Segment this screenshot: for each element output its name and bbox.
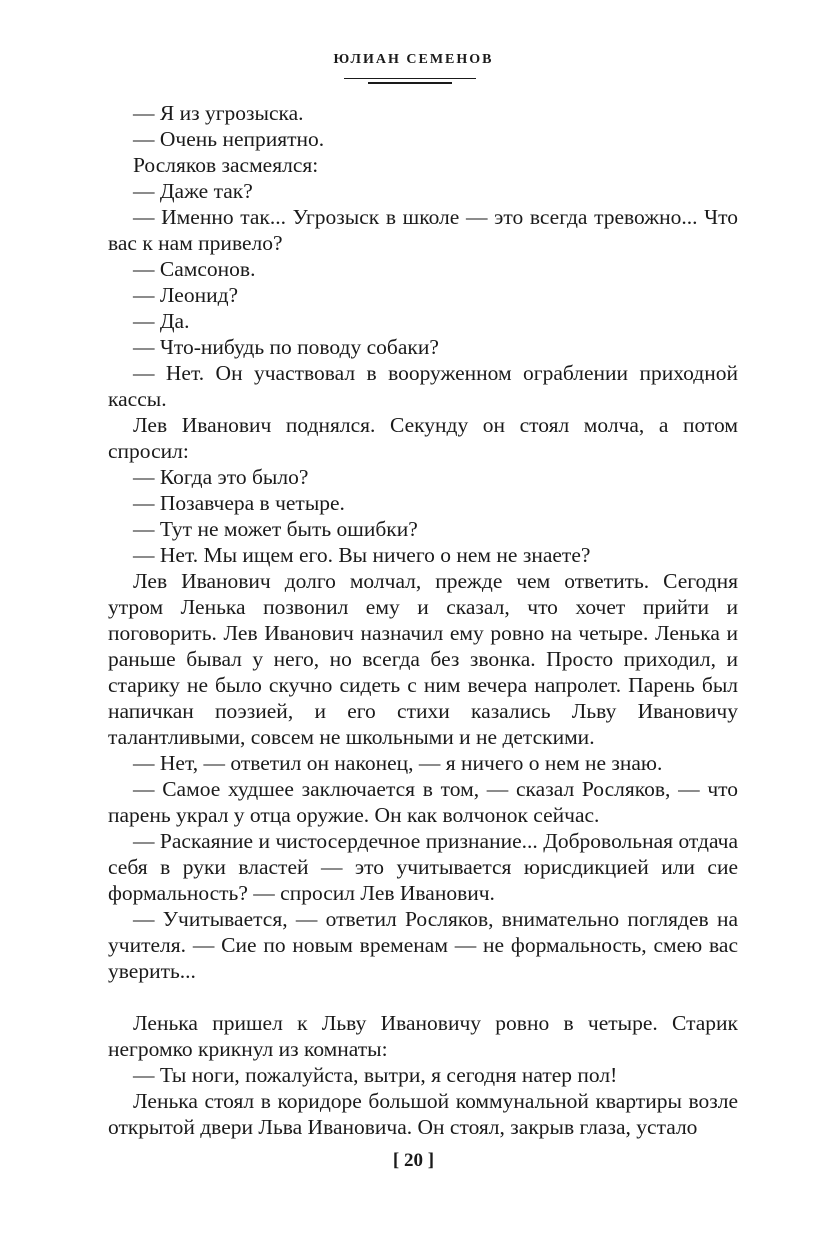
paragraph: Лев Иванович долго молчал, прежде чем ответить. Сегодня утром Ленька позвонил ему и сказал, что хочет прийти и поговорить. Лев Иванович назначил ему ровно на четыре. Ленька и раньше бывал у него, но всегда без звонка. Просто приходил, и старику не было скучно сидеть с ним вечера напролет. Парень был напичкан поэзией, и его стихи казались Льву Ивановичу талантливыми, совсем не школьными и не детскими. bbox=[108, 569, 738, 749]
paragraph: Лев Иванович поднялся. Секунду он стоял молча, а потом спросил: bbox=[108, 413, 738, 463]
paragraph: — Леонид? bbox=[133, 283, 239, 307]
paragraph: — Что-нибудь по поводу собаки? bbox=[133, 335, 439, 359]
paragraph: — Учитывается, — ответил Росляков, внимательно поглядев на учителя. — Сие по новым временам — не формальность, смею вас уверить... bbox=[108, 907, 738, 983]
paragraph: Ленька стоял в коридоре большой коммунальной квартиры возле открытой двери Льва Ивановича. Он стоял, закрыв глаза, устало bbox=[108, 1089, 738, 1139]
paragraph: — Когда это было? bbox=[133, 465, 309, 489]
running-head: ЮЛИАН СЕМЕНОВ bbox=[333, 52, 494, 67]
paragraph: — Нет. Мы ищем его. Вы ничего о нем не знаете? bbox=[133, 543, 591, 567]
paragraph: — Нет. Он участвовал в вооруженном ограблении приходной кассы. bbox=[108, 361, 738, 411]
header-rule bbox=[344, 78, 476, 79]
paragraph: — Даже так? bbox=[133, 179, 253, 203]
paragraph: Ленька пришел к Льву Ивановичу ровно в четыре. Старик негромко крикнул из комнаты: bbox=[108, 1011, 738, 1061]
paragraph: — Нет, — ответил он наконец, — я ничего о нем не знаю. bbox=[133, 751, 663, 775]
body-text bbox=[108, 100, 738, 1140]
paragraph: — Позавчера в четыре. bbox=[133, 491, 345, 515]
page-number: [ 20 ] bbox=[392, 1150, 435, 1171]
paragraph: — Именно так... Угрозыск в школе — это всегда тревожно... Что вас к нам привело? bbox=[108, 205, 738, 255]
paragraph: — Самое худшее заключается в том, — сказал Росляков, — что парень украл у отца оружие. Он как волчонок сейчас. bbox=[108, 777, 738, 827]
paragraph: Росляков засмеялся: bbox=[133, 153, 319, 177]
paragraph: — Самсонов. bbox=[133, 257, 256, 281]
header-rule-accent bbox=[368, 82, 452, 84]
paragraph: — Я из угрозыска. bbox=[133, 101, 304, 125]
paragraph: — Да. bbox=[133, 309, 190, 333]
paragraph: — Очень неприятно. bbox=[133, 127, 325, 151]
paragraph: — Ты ноги, пожалуйста, вытри, я сегодня натер пол! bbox=[133, 1063, 618, 1087]
paragraph: — Тут не может быть ошибки? bbox=[133, 517, 418, 541]
paragraph: — Раскаяние и чистосердечное признание... Добровольная отдача себя в руки властей — это учитывается юрисдикцией или сие формальность? — спросил Лев Иванович. bbox=[108, 829, 738, 905]
